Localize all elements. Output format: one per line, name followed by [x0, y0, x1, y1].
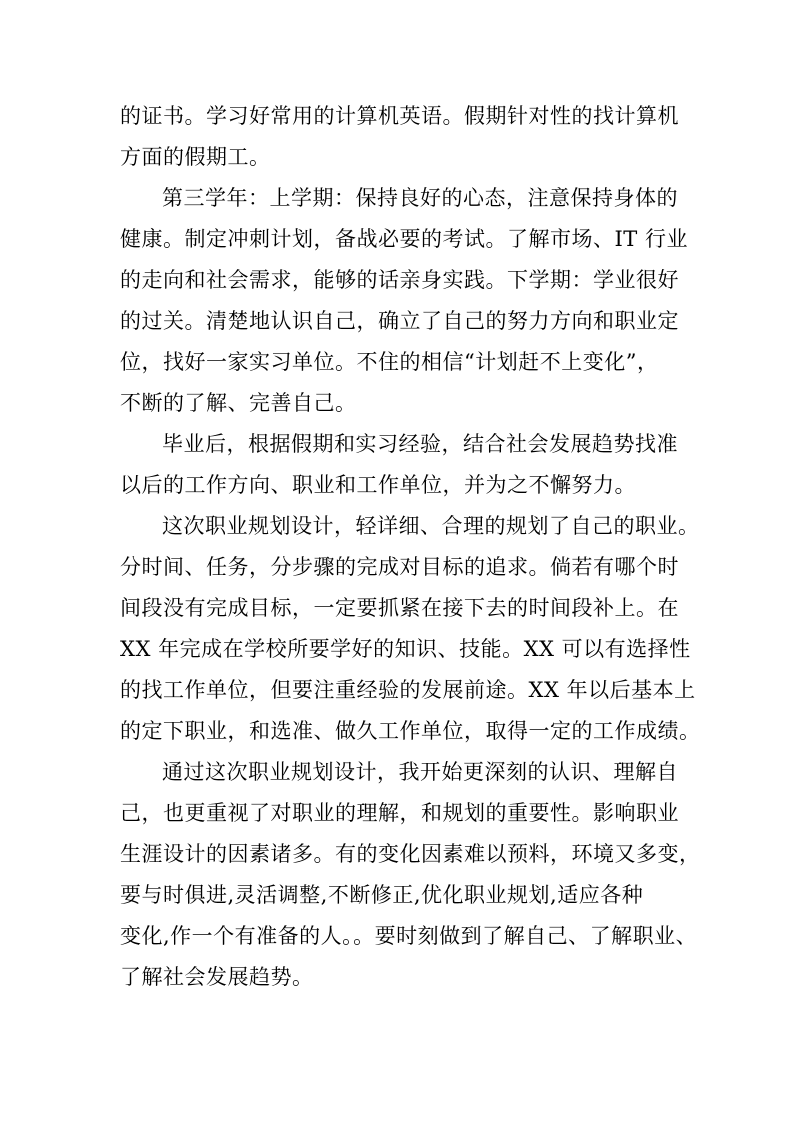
- text-line: 的找工作单位，但要注重经验的发展前途。XX 年以后基本上: [120, 678, 696, 702]
- text-line: 通过这次职业规划设计，我开始更深刻的认识、理解自: [162, 760, 678, 784]
- text-line: 变化,作一个有准备的人。。要时刻做到了解自己、了解职业、: [120, 924, 698, 948]
- text-line: 不断的了解、完善自己。: [120, 391, 357, 415]
- document-body: [120, 96, 701, 998]
- text-line: 己，也更重视了对职业的理解，和规划的重要性。影响职业: [120, 801, 679, 825]
- paragraph: [120, 506, 701, 752]
- paragraph: [120, 96, 680, 178]
- paragraph: [120, 424, 680, 506]
- text-line: 间段没有完成目标，一定要抓紧在接下去的时间段补上。在: [120, 596, 679, 620]
- text-line: 这次职业规划设计，轻详细、合理的规划了自己的职业。: [162, 514, 700, 538]
- text-line: 毕业后，根据假期和实习经验，结合社会发展趋势找准: [162, 432, 678, 456]
- text-line: XX 年完成在学校所要学好的知识、技能。XX 可以有选择性: [120, 637, 691, 661]
- text-line: 分时间、任务，分步骤的完成对目标的追求。倘若有哪个时: [120, 555, 679, 579]
- text-line: 了解社会发展趋势。: [120, 965, 314, 989]
- text-line: 第三学年：上学期：保持良好的心态，注意保持身体的: [162, 186, 678, 210]
- text-line: 以后的工作方向、职业和工作单位，并为之不懈努力。: [120, 473, 636, 497]
- text-line: 要与时俱进,灵活调整,不断修正,优化职业规划,适应各种: [120, 883, 644, 907]
- text-line: 位，找好一家实习单位。不住的相信“计划赶不上变化”，: [120, 350, 659, 374]
- text-line: 的过关。清楚地认识自己，确立了自己的努力方向和职业定: [120, 309, 679, 333]
- text-line: 的证书。学习好常用的计算机英语。假期针对性的找计算机: [120, 104, 679, 128]
- text-line: 方面的假期工。: [120, 145, 271, 169]
- paragraph: [120, 178, 688, 424]
- text-line: 的定下职业，和选准、做久工作单位，取得一定的工作成绩。: [120, 719, 701, 743]
- text-line: 健康。制定冲刺计划，备战必要的考试。了解市场、IT 行业: [120, 227, 688, 251]
- paragraph: [120, 752, 701, 998]
- text-line: 的走向和社会需求，能够的话亲身实践。下学期：学业很好: [120, 268, 679, 292]
- text-line: 生涯设计的因素诸多。有的变化因素难以预料，环境又多变，: [120, 842, 701, 866]
